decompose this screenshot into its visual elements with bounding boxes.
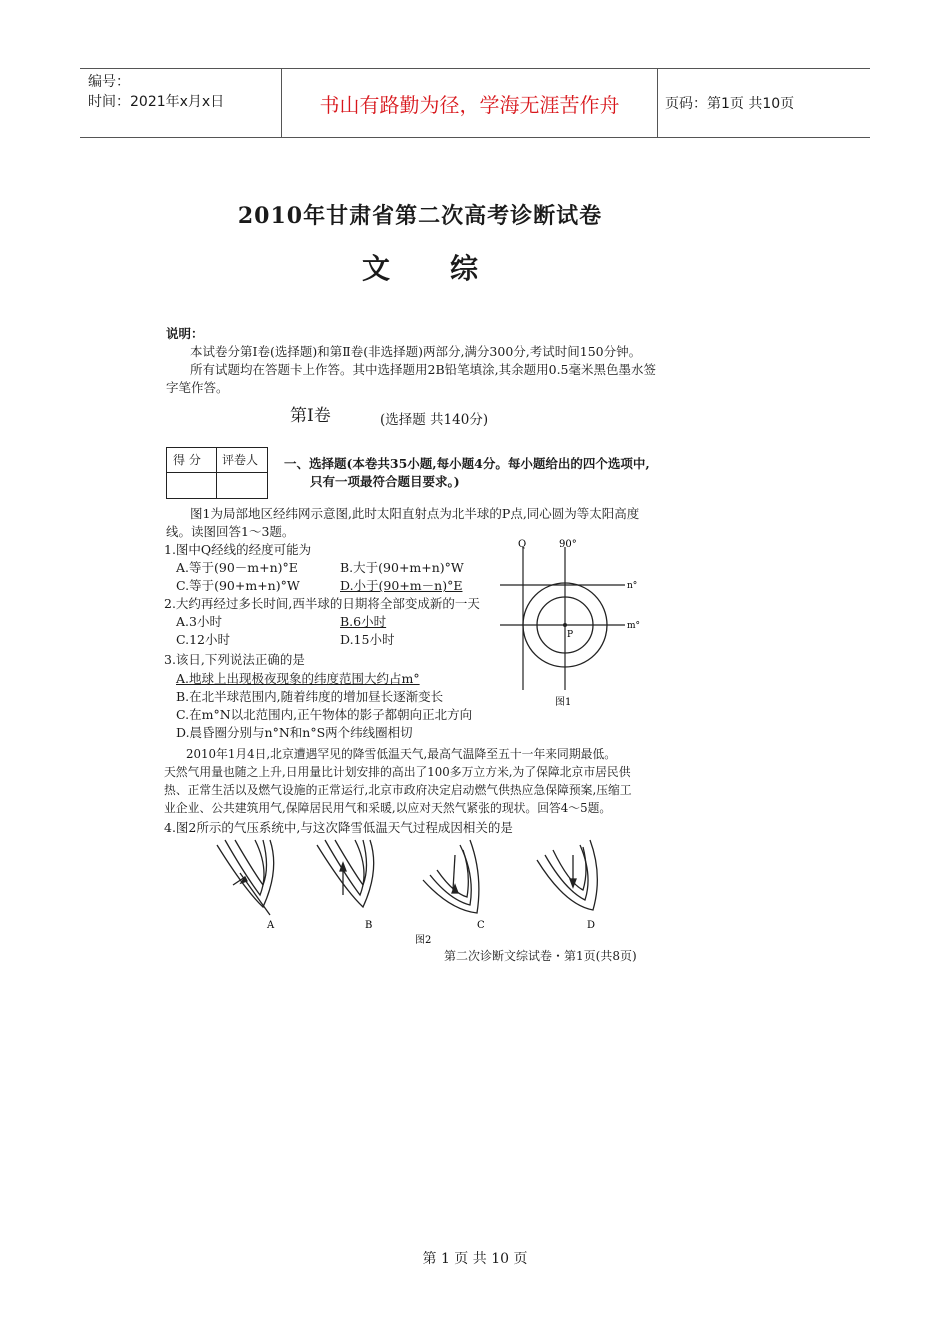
time-label: 时间：2021年x月x日 bbox=[88, 94, 225, 110]
fig2-label-a: A bbox=[267, 920, 275, 931]
serial-label: 编号： bbox=[88, 74, 130, 90]
notes-line-3: 字笔作答。 bbox=[166, 380, 229, 395]
question-3-d: D.晨昏圈分别与n°N和n°S两个纬线圈相切 bbox=[176, 725, 413, 740]
header-motto: 书山有路勤为径，学海无涯苦作舟 bbox=[282, 69, 658, 137]
fig1-caption: 图1 bbox=[555, 697, 572, 708]
part-heading-1: 一、选择题(本卷共35小题,每小题4分。每小题给出的四个选项中, bbox=[284, 456, 650, 471]
intro-line-2: 线。读图回答1～3题。 bbox=[166, 524, 295, 539]
fig2-label-b: B bbox=[365, 920, 373, 931]
question-2-a: A.3小时 bbox=[176, 614, 222, 629]
question-3: 3.该日,下列说法正确的是 bbox=[164, 652, 305, 667]
question-1: 1.图中Q经线的经度可能为 bbox=[164, 542, 312, 557]
header-meta bbox=[80, 69, 282, 137]
exam-page bbox=[160, 185, 680, 975]
question-2: 2.大约再经过多长时间,西半球的日期将全部变成新的一天 bbox=[164, 596, 480, 611]
question-3-a: A.地球上出现极夜现象的纬度范围大约占m° bbox=[176, 671, 420, 686]
notes-heading: 说明： bbox=[166, 326, 204, 341]
question-2-b: B.6小时 bbox=[340, 614, 387, 629]
question-1-a: A.等于(90－m+n)°E bbox=[176, 560, 298, 575]
fig1-label-90: 90° bbox=[559, 539, 577, 550]
fig1-label-q: Q bbox=[518, 539, 527, 550]
part-heading-2: 只有一项最符合题目要求。) bbox=[310, 474, 460, 489]
passage-line-1: 2010年1月4日,北京遭遇罕见的降雪低温天气,最高气温降至五十一年来同期最低。 bbox=[186, 747, 617, 761]
scan-page-footer: 第二次诊断文综试卷・第1页(共8页) bbox=[444, 949, 637, 963]
grader-label: 评卷人 bbox=[222, 453, 259, 467]
document-header bbox=[80, 68, 870, 138]
notes-line-2: 所有试题均在答题卡上作答。其中选择题用2B铅笔填涂,其余题用0.5毫米黑色墨水签 bbox=[190, 362, 656, 377]
score-label: 得 分 bbox=[173, 453, 201, 467]
passage-line-4: 业企业、公共建筑用气,保障居民用气和采暖,以应对天然气紧张的现状。回答4～5题。 bbox=[164, 801, 612, 815]
pressure-system-b bbox=[317, 840, 374, 907]
fig2-label-d: D bbox=[587, 920, 596, 931]
notes-line-1: 本试卷分第Ⅰ卷(选择题)和第Ⅱ卷(非选择题)两部分,满分300分,考试时间150分钟。 bbox=[190, 344, 642, 359]
fig2-label-c: C bbox=[477, 920, 485, 931]
question-2-c: C.12小时 bbox=[176, 632, 230, 647]
passage-line-2: 天然气用量也随之上升,日用量比计划安排的高出了100多万立方米,为了保障北京市居民供 bbox=[164, 765, 631, 779]
question-3-b: B.在北半球范围内,随着纬度的增加昼长逐渐变长 bbox=[176, 689, 444, 704]
section-title: 第Ⅰ卷 bbox=[290, 406, 331, 426]
header-page-info: 页码：第1页 共10页 bbox=[665, 96, 795, 112]
question-1-b: B.大于(90+m+n)°W bbox=[340, 560, 464, 575]
page-footer: 第 1 页 共 10 页 bbox=[422, 1251, 528, 1267]
question-1-d: D.小于(90+m－n)°E bbox=[340, 578, 463, 593]
fig2-caption: 图2 bbox=[415, 935, 432, 945]
section-subtitle: (选择题 共140分) bbox=[380, 412, 489, 428]
question-1-c: C.等于(90+m+n)°W bbox=[176, 578, 300, 593]
exam-subject: 文综 bbox=[361, 252, 538, 285]
intro-line-1: 图1为局部地区经纬网示意图,此时太阳直射点为北半球的P点,同心圆为等太阳高度 bbox=[190, 506, 640, 521]
fig1-label-m: m° bbox=[627, 621, 641, 631]
pressure-system-a bbox=[217, 840, 274, 915]
score-table bbox=[166, 447, 268, 499]
exam-title: 2010年甘肃省第二次高考诊断试卷 bbox=[237, 203, 603, 229]
fig1-label-n: n° bbox=[627, 581, 638, 591]
question-3-c: C.在m°N以北范围内,正午物体的影子都朝向正北方向 bbox=[176, 707, 473, 722]
pressure-system-d bbox=[537, 840, 597, 910]
passage-line-3: 热、正常生活以及燃气设施的正常运行,北京市政府决定启动燃气供热应急保障预案,压缩工 bbox=[164, 783, 632, 797]
figure-1-diagram bbox=[485, 535, 660, 715]
question-4: 4.图2所示的气压系统中,与这次降雪低温天气过程成因相关的是 bbox=[164, 820, 513, 835]
pressure-system-c bbox=[423, 840, 479, 913]
question-2-d: D.15小时 bbox=[340, 632, 395, 647]
figure-2-diagram bbox=[215, 835, 675, 945]
fig1-label-p: P bbox=[567, 630, 574, 640]
